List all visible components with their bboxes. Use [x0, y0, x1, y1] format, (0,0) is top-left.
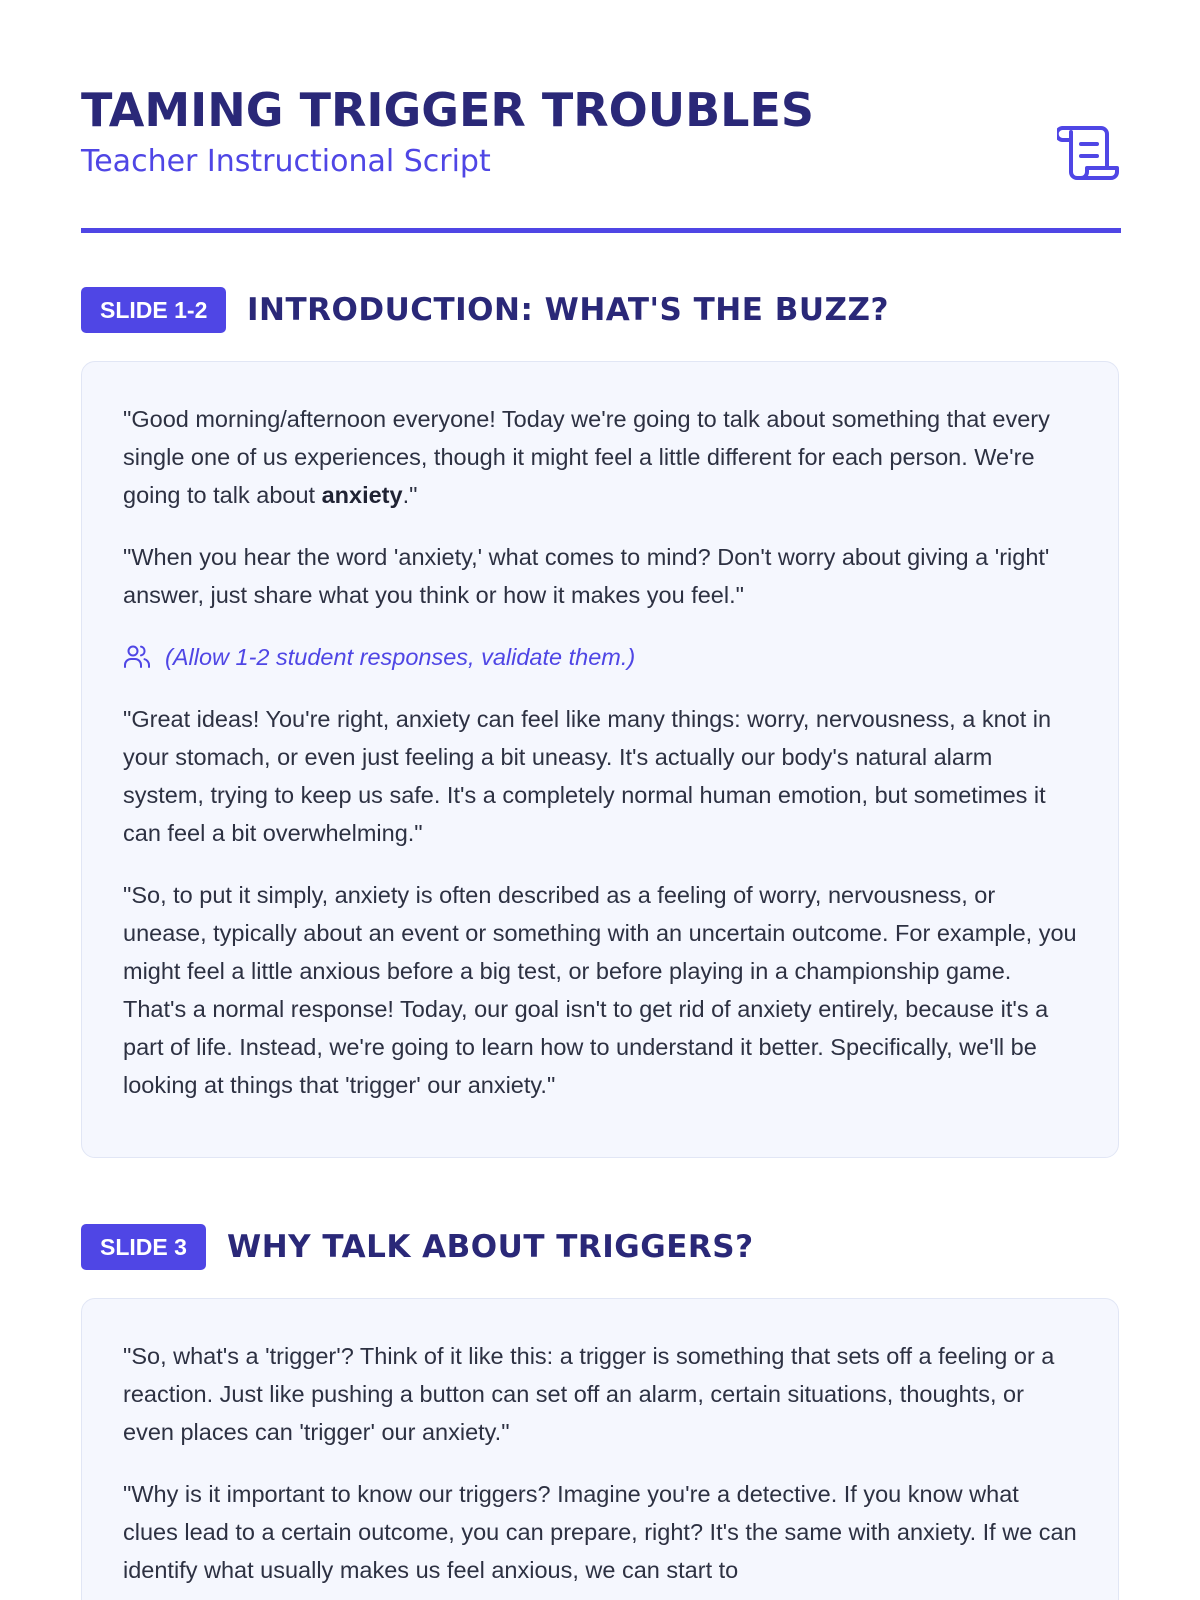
script-paragraph: "Why is it important to know our triggers? Imagine you're a detective. If you know what clues lead to a certain outcome, you can prepare, right? It's the same with anxiety. If we can identify what usually makes us feel anxious, we can start to	[123, 1481, 1077, 1583]
paragraph-text: "Good morning/afternoon everyone! Today we're going to talk about something that every single one of us experiences, though it might feel a little different for each person. We're going to talk about	[123, 406, 1050, 508]
bold-term: anxiety	[321, 482, 403, 508]
document-subtitle: Teacher Instructional Script	[81, 144, 491, 179]
users-icon	[123, 643, 151, 671]
script-paragraph: "Great ideas! You're right, anxiety can feel like many things: worry, nervousness, a knot in your stomach, or even just feeling a bit uneasy. It's actually our body's natural alarm system, trying to keep us safe. It's a completely normal human emotion, but sometimes it can feel a bit overwhelming."	[123, 706, 1052, 846]
scroll-icon	[1057, 122, 1121, 186]
document-header	[81, 0, 1121, 233]
section-header	[81, 1224, 1121, 1272]
paragraph-text: ."	[402, 482, 418, 508]
teacher-note-text: (Allow 1-2 student responses, validate them.)	[165, 643, 636, 670]
script-paragraph: "So, to put it simply, anxiety is often described as a feeling of worry, nervousness, or unease, typically about an event or something with an uncertain outcome. For example, you might feel a little anxious before a big test, or before playing in a championship game. That's a normal response! Today, our goal isn't to get rid of anxiety entirely, because it's a part of life. Instead, we're going to learn how to understand it better. Specifically, we'll be looking at things that 'trigger' our anxiety."	[123, 882, 1077, 1098]
section-why-triggers	[81, 1224, 1121, 1583]
script-paragraph: "When you hear the word 'anxiety,' what comes to mind? Don't worry about giving a 'right' answer, just share what you think or how it makes you feel."	[123, 544, 1050, 608]
slide-badge: SLIDE 1-2	[81, 287, 226, 333]
slide-badge: SLIDE 3	[81, 1224, 206, 1270]
teacher-note	[123, 638, 1078, 676]
script-paragraph: "So, what's a 'trigger'? Think of it like this: a trigger is something that sets off a feeling or a reaction. Just like pushing a button can set off an alarm, certain situations, thoughts, or even places can 'trigger' our anxiety."	[123, 1343, 1055, 1445]
script-card	[81, 361, 1119, 1158]
script-paragraph	[123, 400, 1078, 514]
section-title: WHY TALK ABOUT TRIGGERS?	[227, 1229, 754, 1265]
header-divider	[81, 228, 1121, 233]
section-title: INTRODUCTION: WHAT'S THE BUZZ?	[247, 292, 889, 328]
script-card	[81, 1298, 1119, 1600]
document-title: TAMING TRIGGER TROUBLES	[81, 83, 815, 137]
section-introduction	[81, 287, 1121, 1098]
section-header	[81, 287, 1121, 335]
document-page	[81, 0, 1121, 1583]
